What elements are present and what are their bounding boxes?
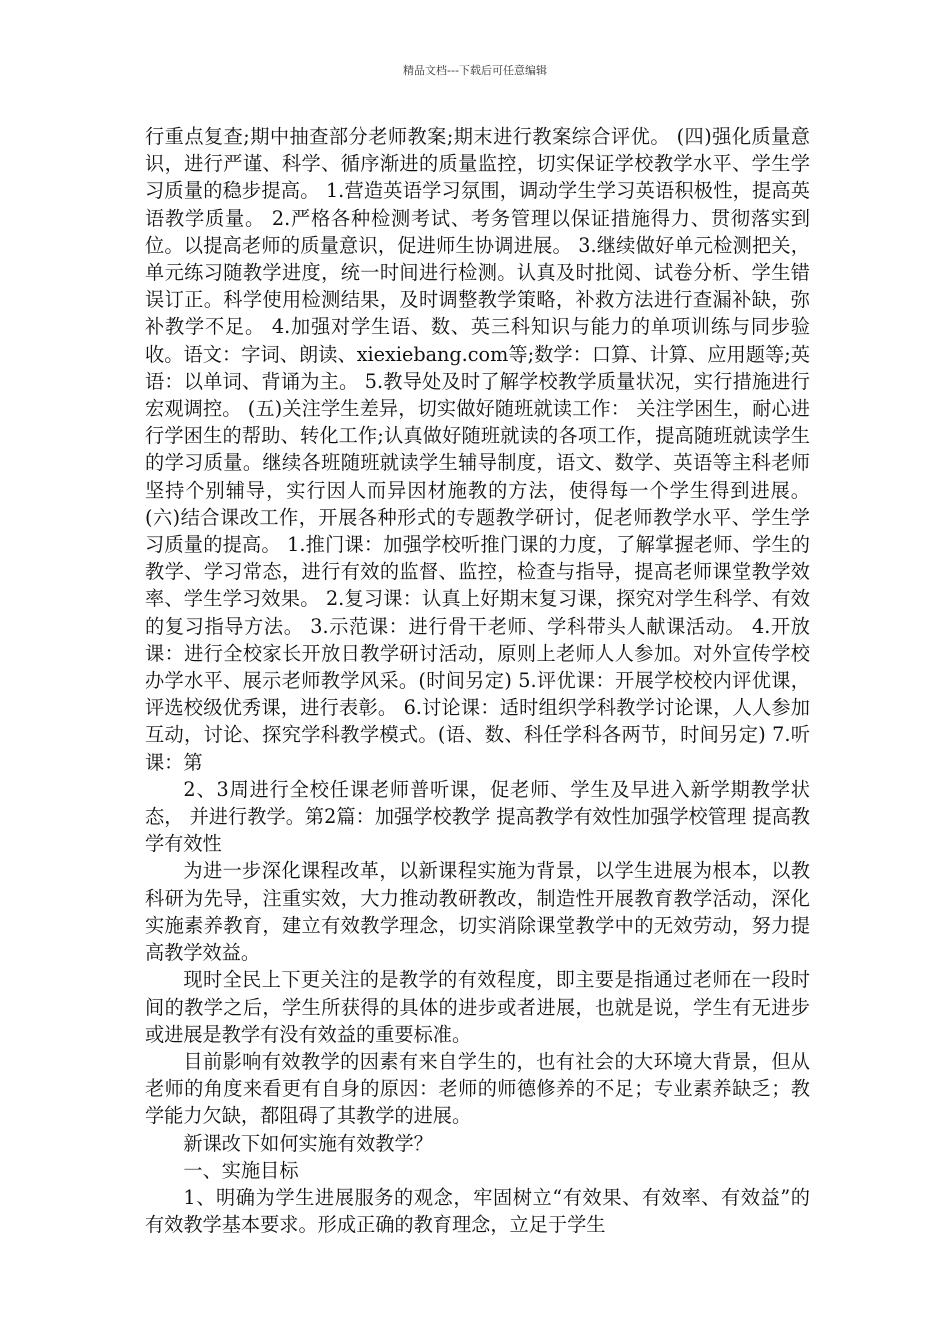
paragraph: 1、明确为学生进展服务的观念，牢固树立“有效果、有效率、有效益”的有效教学基本要求。形成正确的教育理念，立足于学生 [145,1185,810,1237]
page-header: 精品文档---下载后可任意编辑 [403,64,547,77]
document-body [145,123,810,1238]
section-question: 新课改下如何实施有效教学？ [183,1131,433,1155]
paragraph: 2、3周进行全校任课老师普听课，促老师、学生及早进入新学期教学状态， 并进行教学。第2篇：加强学校教学 提高教学有效性加强学校管理 提高教学有效性 [145,777,810,856]
paragraph: 行重点复查;期中抽查部分老师教案;期末进行教案综合评优。 (四)强化质量意识，进行严谨、科学、循序渐进的质量监控，切实保证学校教学水平、学生学习质量的稳步提高。 1.营造英语学习氛围，调动学生学习英语积极性，提高英语教学质量。 2.严格各种检测考试、考务管理以保证措施得力、贯彻落实到位。以提高老师的质量意识，促进师生协调进展。 3.继续做好单元检测把关，单元练习随教学进度，统一时间进行检测。认真及时批阅、试卷分析、学生错误订正。科学使用检测结果，及时调整教学策略，补救方法进行查漏补缺，弥补教学不足。 4.加强对学生语、数、英三科知识与能力的单项训练与同步验收。语文：字词、朗读、xiexiebang.com等;数学：口算、计算、应用题等;英语：以单词、背诵为主。 5.教导处及时了解学校教学质量状况，实行措施进行宏观调控。 (五)关注学生差异，切实做好随班就读工作： 关注学困生，耐心进行学困生的帮助、转化工作;认真做好随班就读的各项工作，提高随班就读学生的学习质量。继续各班随班就读学生辅导制度，语文、数学、英语等主科老师坚持个别辅导，实行因人而异因材施教的方法，使得每一个学生得到进展。 (六)结合课改工作，开展各种形式的专题教学研讨，促老师教学水平、学生学习质量的提高。 1.推门课：加强学校听推门课的力度，了解掌握老师、学生的教学、学习常态，进行有效的监督、监控，检查与指导，提高老师课堂教学效率、学生学习效果。 2.复习课：认真上好期末复习课，探究对学生科学、有效的复习指导方法。 3.示范课：进行骨干老师、学科带头人献课活动。 4.开放课：进行全校家长开放日教学研讨活动，原则上老师人人参加。对外宣传学校办学水平、展示老师教学风采。(时间另定) 5.评优课：开展学校校内评优课，评选校级优秀课，进行表彰。 6.讨论课：适时组织学科教学讨论课，人人参加互动，讨论、探究学科教学模式。(语、数、科任学科各两节，时间另定) 7.听课：第 [145,125,810,774]
paragraph: 现时全民上下更关注的是教学的有效程度，即主要是指通过老师在一段时间的教学之后，学生所获得的具体的进步或者进展，也就是说，学生有无进步或进展是教学有没有效益的重要标准。 [145,968,810,1046]
paragraph: 为进一步深化课程改革，以新课程实施为背景，以学生进展为根本，以教科研为先导，注重实效，大力推动教研教改，制造性开展教育教学活动，深化实施素养教育，建立有效教学理念，切实消除课堂教学中的无效劳动，努力提高教学效益。 [145,859,810,965]
section-heading: 一、实施目标 [183,1158,299,1182]
paragraph: 目前影响有效教学的因素有来自学生的，也有社会的大环境大背景，但从老师的角度来看更有自身的原因：老师的师德修养的不足；专业素养缺乏；教学能力欠缺，都阻碍了其教学的进展。 [145,1049,810,1128]
